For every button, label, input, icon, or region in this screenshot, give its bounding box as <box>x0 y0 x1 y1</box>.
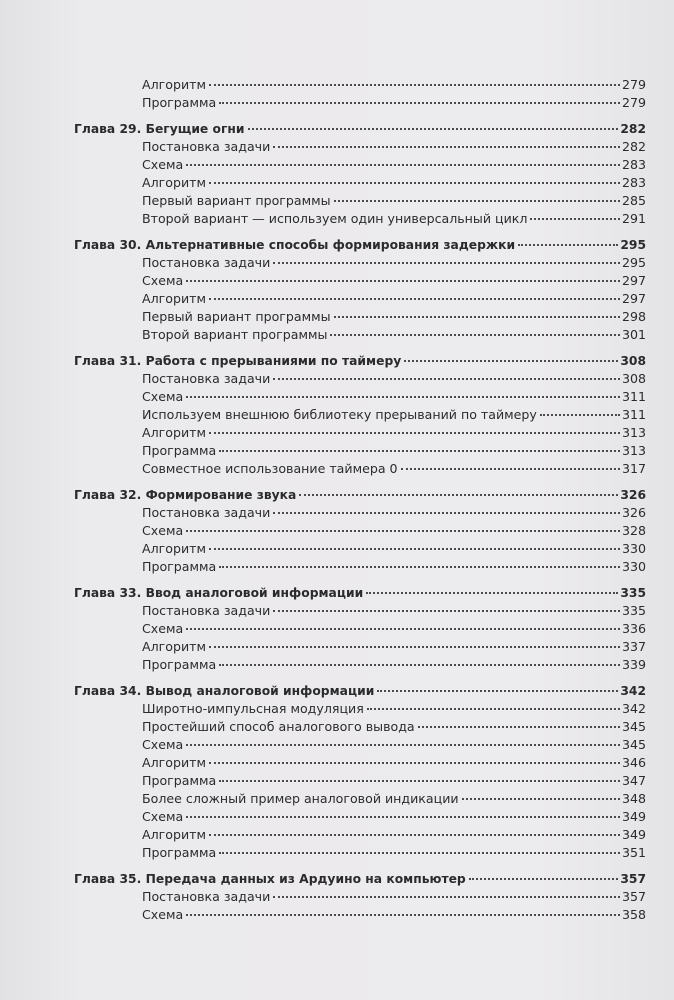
toc-entry <box>74 558 646 576</box>
toc-page-number: 285 <box>621 193 646 208</box>
dot-leader <box>540 414 620 416</box>
toc-page-number: 351 <box>621 845 646 860</box>
chapter-page-number: 308 <box>620 354 646 368</box>
dot-leader <box>186 628 620 630</box>
toc-entry-title: Программа <box>142 95 217 110</box>
toc-entry-title: Программа <box>142 443 217 458</box>
dot-leader <box>186 396 620 398</box>
dot-leader <box>248 128 619 130</box>
toc-entry-title: Алгоритм <box>142 827 207 842</box>
toc-entry <box>74 602 646 620</box>
toc-entry <box>74 790 646 808</box>
dot-leader <box>469 878 619 880</box>
toc-entry <box>74 272 646 290</box>
chapter-title: Глава 30. Альтернативные способы формирования задержки <box>74 238 516 252</box>
toc-page-number: 345 <box>621 719 646 734</box>
toc-chapter-31 <box>74 352 646 370</box>
dot-leader <box>273 146 620 148</box>
dot-leader <box>219 664 620 666</box>
chapter-page-number: 326 <box>620 488 646 502</box>
toc-entry-title: Схема <box>142 809 184 824</box>
toc-entry <box>74 406 646 424</box>
toc-entry-title: Алгоритм <box>142 755 207 770</box>
toc-entry-title: Постановка задачи <box>142 371 271 386</box>
dot-leader <box>334 200 620 202</box>
toc-entry <box>74 808 646 826</box>
toc-entry <box>74 424 646 442</box>
toc-entry-title: Алгоритм <box>142 541 207 556</box>
dot-leader <box>186 164 620 166</box>
toc-entry-title: Схема <box>142 621 184 636</box>
dot-leader <box>186 744 620 746</box>
toc-page-number: 311 <box>621 407 646 422</box>
dot-leader <box>209 548 620 550</box>
toc-page-number: 301 <box>621 327 646 342</box>
toc-entry-title: Второй вариант — используем один универсальный цикл <box>142 211 528 226</box>
toc-page-number: 283 <box>621 175 646 190</box>
toc-page-number: 342 <box>621 701 646 716</box>
dot-leader <box>299 494 618 496</box>
toc-entry <box>74 460 646 478</box>
dot-leader <box>186 280 620 282</box>
toc-entry-title: Первый вариант программы <box>142 193 331 208</box>
toc-entry-title: Алгоритм <box>142 77 207 92</box>
toc-page-number: 349 <box>621 809 646 824</box>
dot-leader <box>186 530 620 532</box>
toc-page-number: 279 <box>621 77 646 92</box>
toc-page-number: 337 <box>621 639 646 654</box>
dot-leader <box>219 852 620 854</box>
toc-entry <box>74 388 646 406</box>
toc-entry-title: Простейший способ аналогового вывода <box>142 719 415 734</box>
dot-leader <box>366 592 618 594</box>
toc-page-number: 291 <box>621 211 646 226</box>
dot-leader <box>219 566 620 568</box>
toc-entry-title: Широтно-импульсная модуляция <box>142 701 364 716</box>
dot-leader <box>273 896 620 898</box>
toc-chapter-35 <box>74 870 646 888</box>
toc-entry <box>74 844 646 862</box>
toc-page-number: 358 <box>621 907 646 922</box>
toc-entry <box>74 736 646 754</box>
toc-page-number: 283 <box>621 157 646 172</box>
dot-leader <box>209 646 620 648</box>
toc-entry-title: Алгоритм <box>142 425 207 440</box>
toc-page-number: 345 <box>621 737 646 752</box>
chapter-page-number: 282 <box>620 122 646 136</box>
toc-entry-title: Постановка задачи <box>142 603 271 618</box>
toc-entry <box>74 888 646 906</box>
toc-entry-title: Алгоритм <box>142 291 207 306</box>
toc-entry <box>74 174 646 192</box>
dot-leader <box>330 334 620 336</box>
chapter-page-number: 335 <box>620 586 646 600</box>
toc-entry <box>74 370 646 388</box>
toc-entry <box>74 540 646 558</box>
toc-page-number: 349 <box>621 827 646 842</box>
chapter-title: Глава 29. Бегущие огни <box>74 122 245 136</box>
toc-entry-title: Второй вариант программы <box>142 327 328 342</box>
dot-leader <box>334 316 620 318</box>
toc-entry <box>74 94 646 112</box>
dot-leader <box>219 780 620 782</box>
toc-entry-title: Программа <box>142 559 217 574</box>
toc-entry <box>74 138 646 156</box>
toc-entry <box>74 754 646 772</box>
dot-leader <box>462 798 620 800</box>
toc-entry <box>74 718 646 736</box>
toc-entry <box>74 522 646 540</box>
toc-entry-title: Постановка задачи <box>142 889 271 904</box>
toc-entry <box>74 156 646 174</box>
toc-entry-title: Программа <box>142 845 217 860</box>
dot-leader <box>209 298 620 300</box>
toc-entry <box>74 76 646 94</box>
toc-page-number: 308 <box>621 371 646 386</box>
toc-page-number: 297 <box>621 273 646 288</box>
toc-entry-title: Схема <box>142 273 184 288</box>
toc-entry <box>74 772 646 790</box>
dot-leader <box>367 708 620 710</box>
dot-leader <box>209 834 620 836</box>
toc-entry-title: Используем внешнюю библиотеку прерываний по таймеру <box>142 407 537 422</box>
toc-entry-title: Схема <box>142 737 184 752</box>
toc-page-number: 339 <box>621 657 646 672</box>
toc-chapter-32 <box>74 486 646 504</box>
dot-leader <box>273 378 620 380</box>
toc-entry-title: Схема <box>142 907 184 922</box>
toc-page-number: 326 <box>621 505 646 520</box>
toc-entry-title: Схема <box>142 389 184 404</box>
dot-leader <box>209 84 620 86</box>
dot-leader <box>209 762 620 764</box>
toc-page-number: 330 <box>621 541 646 556</box>
dot-leader <box>404 360 618 362</box>
toc-page-number: 295 <box>621 255 646 270</box>
dot-leader <box>377 690 618 692</box>
chapter-page-number: 342 <box>620 684 646 698</box>
toc-entry-title: Программа <box>142 657 217 672</box>
chapter-title: Глава 33. Ввод аналоговой информации <box>74 586 364 600</box>
toc-entry <box>74 192 646 210</box>
dot-leader <box>186 816 620 818</box>
toc-entry <box>74 826 646 844</box>
toc-entry <box>74 700 646 718</box>
toc-entry-title: Схема <box>142 523 184 538</box>
dot-leader <box>518 244 618 246</box>
dot-leader <box>186 914 620 916</box>
dot-leader <box>418 726 620 728</box>
toc-entry <box>74 442 646 460</box>
toc-page-number: 313 <box>621 443 646 458</box>
table-of-contents <box>74 76 646 924</box>
chapter-title: Глава 35. Передача данных из Ардуино на компьютер <box>74 872 466 886</box>
toc-page-number: 330 <box>621 559 646 574</box>
toc-entry <box>74 656 646 674</box>
toc-entry <box>74 620 646 638</box>
toc-entry-title: Программа <box>142 773 217 788</box>
dot-leader <box>273 610 620 612</box>
toc-page-number: 336 <box>621 621 646 636</box>
toc-page-number: 357 <box>621 889 646 904</box>
toc-entry-title: Постановка задачи <box>142 505 271 520</box>
toc-entry <box>74 638 646 656</box>
toc-chapter-33 <box>74 584 646 602</box>
toc-page-number: 282 <box>621 139 646 154</box>
toc-entry-title: Алгоритм <box>142 175 207 190</box>
dot-leader <box>401 468 620 470</box>
toc-page-number: 298 <box>621 309 646 324</box>
chapter-page-number: 357 <box>620 872 646 886</box>
toc-chapter-34 <box>74 682 646 700</box>
toc-entry-title: Более сложный пример аналоговой индикации <box>142 791 459 806</box>
toc-entry <box>74 290 646 308</box>
chapter-title: Глава 31. Работа с прерываниями по таймеру <box>74 354 402 368</box>
toc-entry <box>74 906 646 924</box>
toc-entry <box>74 504 646 522</box>
chapter-page-number: 295 <box>620 238 646 252</box>
toc-entry-title: Постановка задачи <box>142 255 271 270</box>
chapter-title: Глава 32. Формирование звука <box>74 488 297 502</box>
toc-entry <box>74 326 646 344</box>
chapter-title: Глава 34. Вывод аналоговой информации <box>74 684 375 698</box>
toc-entry-title: Первый вариант программы <box>142 309 331 324</box>
toc-page-number: 313 <box>621 425 646 440</box>
toc-entry <box>74 254 646 272</box>
toc-entry-title: Схема <box>142 157 184 172</box>
dot-leader <box>273 512 620 514</box>
toc-entry-title: Алгоритм <box>142 639 207 654</box>
dot-leader <box>209 182 620 184</box>
dot-leader <box>530 218 619 220</box>
dot-leader <box>209 432 620 434</box>
toc-page-number: 317 <box>621 461 646 476</box>
toc-page-number: 335 <box>621 603 646 618</box>
toc-page-number: 279 <box>621 95 646 110</box>
dot-leader <box>273 262 620 264</box>
toc-page-number: 347 <box>621 773 646 788</box>
toc-chapter-29 <box>74 120 646 138</box>
toc-page-number: 346 <box>621 755 646 770</box>
dot-leader <box>219 450 620 452</box>
toc-chapter-30 <box>74 236 646 254</box>
dot-leader <box>219 102 620 104</box>
toc-entry-title: Постановка задачи <box>142 139 271 154</box>
toc-page-number: 311 <box>621 389 646 404</box>
toc-entry <box>74 210 646 228</box>
toc-entry <box>74 308 646 326</box>
toc-entry-title: Совместное использование таймера 0 <box>142 461 398 476</box>
toc-page-number: 328 <box>621 523 646 538</box>
toc-page-number: 297 <box>621 291 646 306</box>
toc-page-number: 348 <box>621 791 646 806</box>
